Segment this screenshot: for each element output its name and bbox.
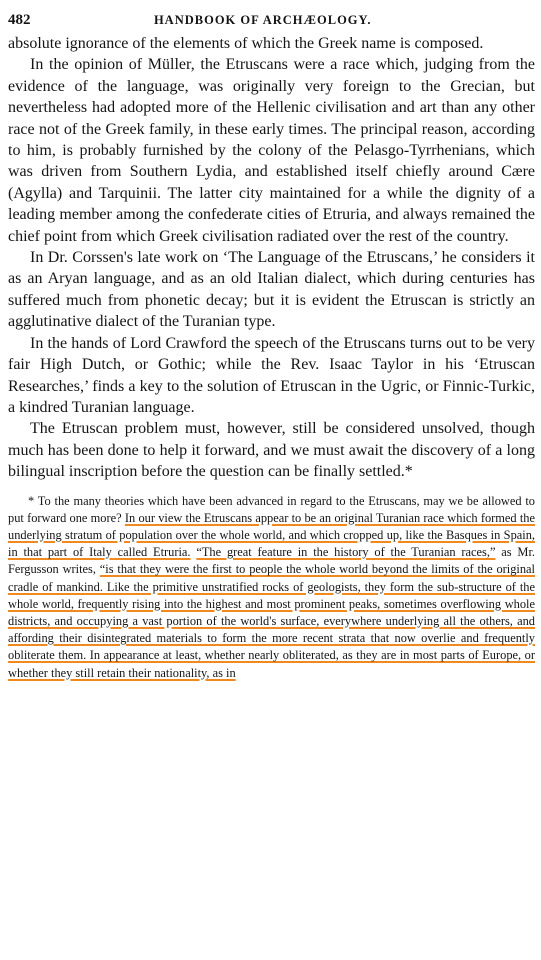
paragraph-corssen: In Dr. Corssen's late work on ‘The Language of the Etruscans,’ he considers it as an Aryan language, and as an old Italian dialect, which during centuries has suffered much from phonetic decay; but it is evident the Etruscan is strictly an agglutinative dialect of the Turanian type. [8,249,535,331]
paragraph-continuation: absolute ignorance of the elements of which the Greek name is composed. [8,35,484,52]
footnote [8,493,535,682]
page-number: 482 [8,12,31,28]
footnote-intro: * To the many theories which have been advanced in regard to the Etruscans, may we be allowed to put forward one more? [8,493,535,525]
footnote-highlight-3: “is that they were the first to people the whole world beyond the limits of the original cradle of mankind. Like the primitive unstratified rocks of geologists, they form the sub-structure of the whole world, frequently rising into the highest and most prominent peaks, sometimes overflowing whole districts, and occupying a vast portion of the world's surface, everywhere underlying all the others, and affording their disintegrated materials to form the more recent strata that now overlie and frequently obliterate them. In appearance at least, whether nearly obliterated, as they are in most parts of Europe, or whether they still retain their nationality, as in [8,562,535,680]
page-header [8,10,535,30]
footnote-attribution: as Mr. Fergusson writes, [8,545,535,577]
paragraph-etruscan-problem: The Etruscan problem must, however, still be considered unsolved, though much has been done to help it forward, and we must await the discovery of a long bilingual inscription before the question can be finally settled.* [8,420,535,481]
footnote-highlight-1: In our view the Etruscans appear to be an original Turanian race which formed the underlying stratum of population over the whole world, and which cropped up, like the Basques in Spain, in that part of Italy called Etruria. [8,510,535,560]
running-title: HANDBOOK OF ARCHÆOLOGY. [153,13,372,27]
footnote-highlight-2: “The great feature in the history of the Turanian races,” [196,545,496,560]
main-text [8,33,535,483]
paragraph-crawford: In the hands of Lord Crawford the speech of the Etruscans turns out to be very fair High Dutch, or Gothic; while the Rev. Isaac Taylor in his ‘Etruscan Researches,’ finds a key to the solution of Etruscan in the Ugric, or Finnic-Turkic, a kindred Turanian language. [8,334,535,416]
paragraph-muller: In the opinion of Müller, the Etruscans were a race which, judging from the evidence of the language, was originally very foreign to the Grecian, but nevertheless had adopted more of the Hellenic civilisation and art than any other race not of the Greek family, in these early times. The principal reason, according to him, is probably furnished by the colony of the Pelasgo-Tyrrhenians, which was driven from Southern Lydia, and established itself chiefly around Cære (Agylla) and Tarquinii. The latter city maintained for a while the dignity of a leading member among the confederate cities of Etruria, and always remained the chief point from which Greek civilisation radiated over the rest of the country. [8,56,535,245]
